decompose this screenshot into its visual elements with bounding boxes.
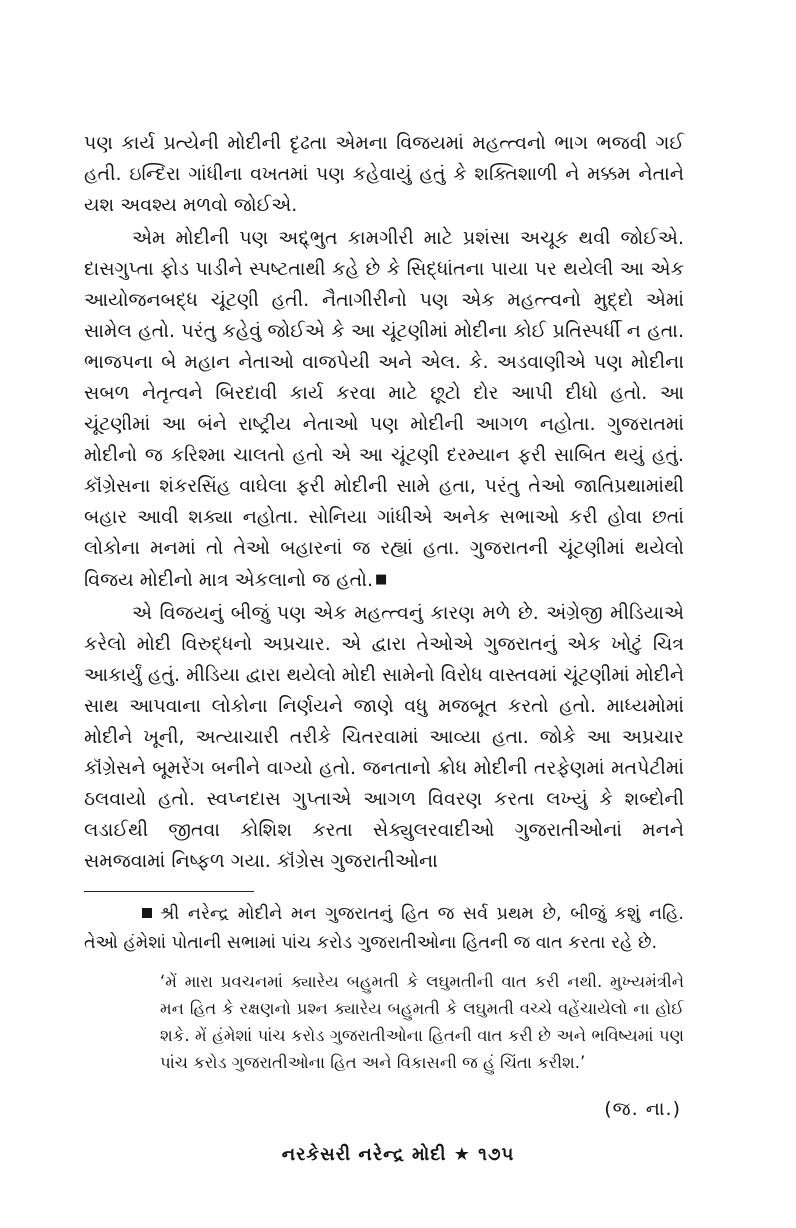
body-paragraph-2-text: એમ મોદીની પણ અદ્દ્ભુત કામગીરી માટે પ્રશંસા અચૂક થવી જોઈએ. દાસગુપ્તા ફોડ પાડીને સ્પષ્ટતાથી કહે છે કે સિદ્ધાંતના પાયા પર થયેલી આ એક આયોજનબદ્ધ ચૂંટણી હતી. નૈતાગીરીનો પણ એક મહત્ત્વનો મુદ્દો એમાં સામેલ હતો. પરંતુ કહેવું જોઈએ કે આ ચૂંટણીમાં મોદીના કોઈ પ્રતિસ્પર્ધી ન હતા. ભાજપના બે મહાન નેતાઓ વાજપેયી અને એલ. કે. અડવાણીએ પણ મોદીના સબળ નેતૃત્વને બિરદાવી કાર્ય કરવા માટે છૂટો દોર આપી દીધો હતો. આ ચૂંટણીમાં આ બંને રાષ્ટ્રીય નેતાઓ પણ મોદીની આગળ નહોતા. ગુજરાતમાં મોદીનો જ કરિશ્મા ચાલતો હતો એ આ ચૂંટણી દરમ્યાન ફરી સાબિત થયું હતું. કૉંગ્રેસના શંકરસિંહ વાઘેલા ફરી મોદીની સામે હતા, પરંતુ તેઓ જાતિપ્રથામાંથી બહાર આવી શક્યા નહોતા. સોનિયા ગાંધીએ અનેક સભાઓ કરી હોવા છતાં લોકોના મનમાં તો તેઓ બહારનાં જ રહ્યાં હતા. ગુજરાતની ચૂંટણીમાં થયેલો વિજય મોદીનો માત્ર એકલાનો જ હતો. [84, 227, 684, 591]
footnote-divider [84, 891, 254, 892]
body-paragraph-3: એ વિજયનું બીજું પણ એક મહત્ત્વનું કારણ મળે છે. અંગ્રેજી મીડિયાએ કરેલો મોદી વિરુદ્ધનો અપ્રચાર. એ દ્વારા તેઓએ ગુજરાતનું એક ખોટું ચિત્ર આકાર્યું હતું. મીડિયા દ્વારા થયેલો મોદી સામેનો વિરોધ વાસ્તવમાં ચૂંટણીમાં મોદીને સાથ આપવાના લોકોના નિર્ણયને જાણે વધુ મજબૂત કરતો હતો. માધ્યમોમાં મોદીને ખૂની, અત્યાચારી તરીકે ચિતરવામાં આવ્યા હતા. જોકે આ અપ્રચાર કૉંગ્રેસને બૂમરેંગ બનીને વાગ્યો હતો. જનતાનો ક્રોધ મોદીની તરફેણમાં મતપેટીમાં ઠલવાયો હતો. સ્વપ્નદાસ ગુપ્તાએ આગળ વિવરણ કરતા લખ્યું કે શબ્દોની લડાઈથી જીતવા કોશિશ કરતા સેક્યુલરવાદીઓ ગુજરાતીઓનાં મનને સમજવામાં નિષ્ફળ ગયા. કૉંગ્રેસ ગુજરાતીઓના [84, 602, 684, 872]
footnote-reference-mark: ■ [375, 572, 388, 587]
quote-credit: (જ. ના.) [604, 1098, 681, 1120]
page-body [84, 128, 684, 1076]
body-paragraph-2 [84, 223, 684, 596]
footnote-bullet-icon [142, 908, 152, 918]
footnote-text: શ્રી નરેન્દ્ર મોદીને મન ગુજરાતનું હિત જ સર્વ પ્રથમ છે, બીજું કશું નહિ. તેઓ હંમેશાં પોતાની સભામાં પાંચ કરોડ ગુજરાતીઓના હિતની જ વાત કરતા રહે છે. [84, 904, 684, 953]
footnote-quote: ‘મેં મારા પ્રવચનમાં ક્યારેય બહુમતી કે લઘુમતીની વાત કરી નથી. મુખ્યમંત્રીને મન હિત કે રક્ષણનો પ્રશ્ન ક્યારેય બહુમતી કે લઘુમતી વચ્ચે વહેંચાયેલો ના હોઈ શકે. મેં હંમેશાં પાંચ કરોડ ગુજરાતીઓના હિતની વાત કરી છે અને ભવિષ્યમાં પણ પાંચ કરોડ ગુજરાતીઓના હિત અને વિકાસની જ હું ચિંતા કરીશ.’ [160, 972, 684, 1072]
body-paragraph-1: પણ કાર્ય પ્રત્યેની મોદીની દૃઢતા એમના વિજયમાં મહત્ત્વનો ભાગ ભજવી ગઈ હતી. ઇન્દિરા ગાંધીના વખતમાં પણ કહેવાયું હતું કે શક્તિશાળી ને મક્કમ નેતાને યશ અવશ્ય મળવો જોઈએ. [84, 132, 684, 216]
running-footer: નરકેસરી નરેન્દ્ર મોદી ★ ૧૭૫ [281, 1144, 515, 1165]
footnote [84, 900, 684, 958]
